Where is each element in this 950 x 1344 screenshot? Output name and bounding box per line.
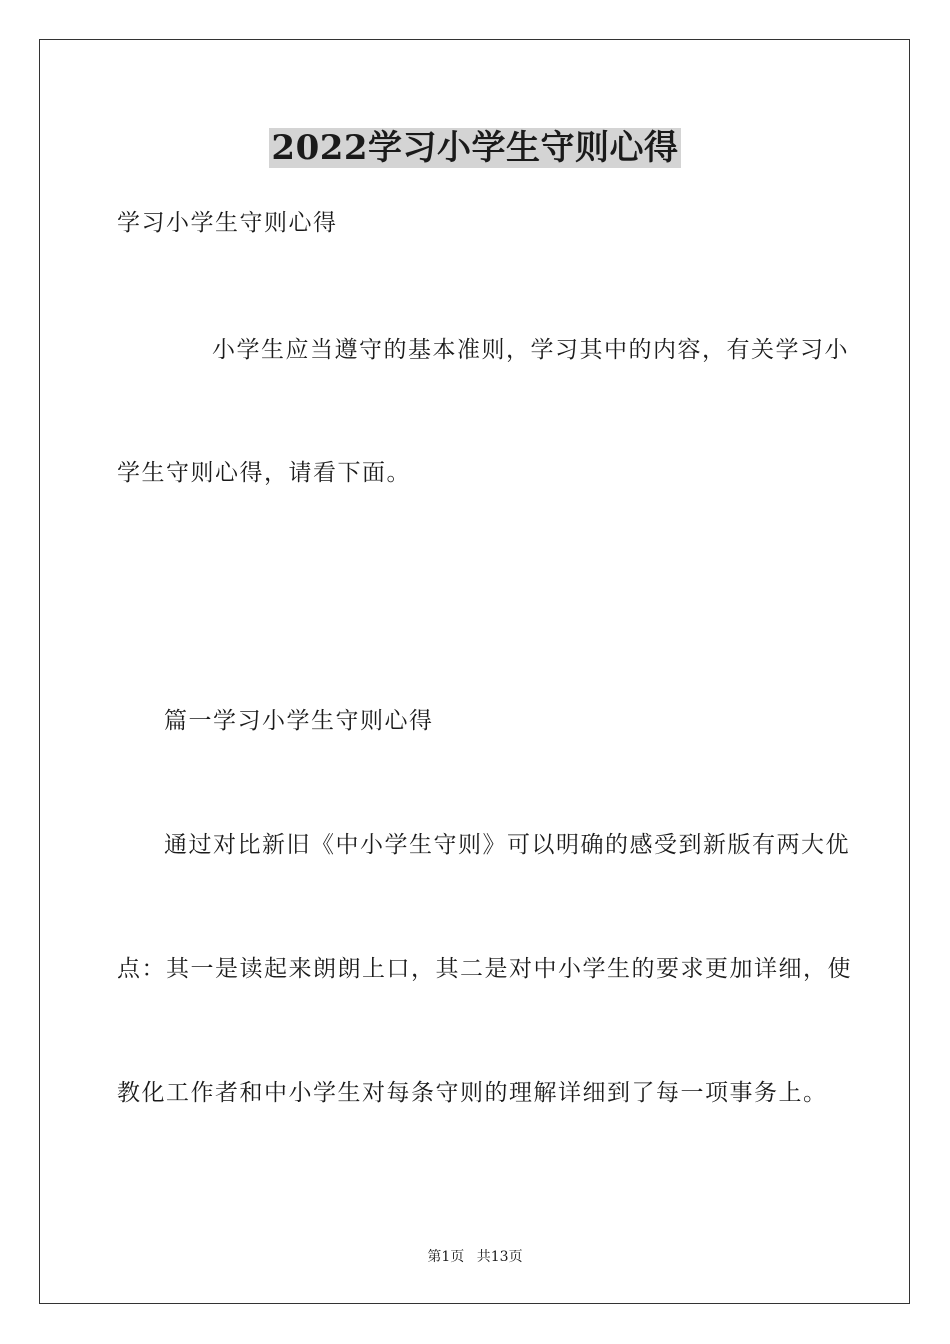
page-total: 共13页 [476, 1249, 523, 1265]
document-title-text: 2022学习小学生守则心得 [271, 128, 679, 168]
document-subtitle: 学习小学生守则心得 [117, 210, 338, 236]
paragraph-1-line-2: 学生守则心得，请看下面。 [117, 460, 411, 486]
section-heading: 篇一学习小学生守则心得 [164, 708, 434, 734]
paragraph-1-line-1: 小学生应当遵守的基本准则，学习其中的内容，有关学习小 [212, 337, 849, 363]
page-footer [0, 1247, 950, 1267]
document-title [0, 124, 950, 172]
paragraph-3-line-3: 教化工作者和中小学生对每条守则的理解详细到了每一项事务上。 [117, 1080, 828, 1106]
page-number: 第1页 [427, 1249, 465, 1265]
paragraph-3-line-2: 点：其一是读起来朗朗上口，其二是对中小学生的要求更加详细，使 [117, 956, 852, 982]
paragraph-3-line-1: 通过对比新旧《中小学生守则》可以明确的感受到新版有两大优 [164, 832, 850, 858]
